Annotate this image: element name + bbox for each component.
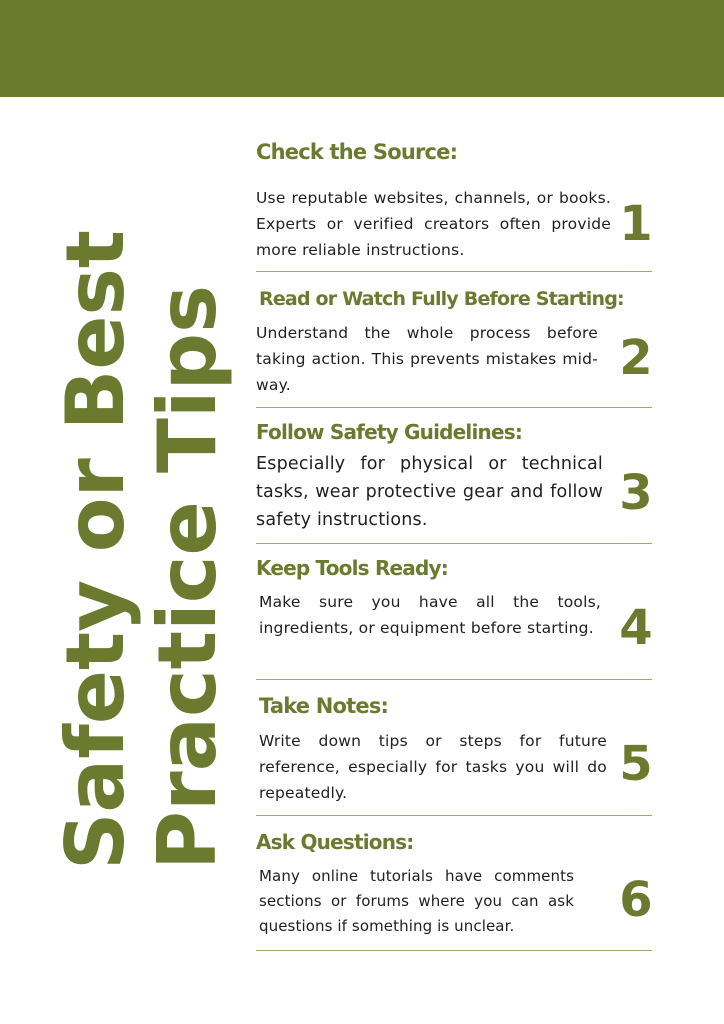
page-title [45, 130, 245, 890]
tip-heading: Ask Questions: [256, 830, 414, 854]
tip-divider [256, 950, 652, 951]
tip-number: 1 [619, 196, 653, 252]
tip-divider [256, 815, 652, 816]
tip-heading: Check the Source: [256, 140, 458, 164]
tip-description: Understand the whole process before taking action. This prevents mistakes mid-way. [256, 324, 598, 394]
tip-item-1 [256, 140, 652, 280]
tip-divider [256, 543, 652, 544]
tip-item-3 [256, 420, 652, 550]
tip-divider [256, 407, 652, 408]
tip-description: Make sure you have all the tools, ingredients, or equipment before starting. [259, 593, 601, 637]
tip-description: Especially for physical or technical tasks, wear protective gear and follow safety instructions. [256, 454, 603, 530]
header-band [0, 0, 724, 97]
page-title-line-2: Practice Tips [141, 288, 234, 870]
tip-heading: Keep Tools Ready: [256, 556, 448, 580]
page-title-line-1: Safety or Best [49, 227, 142, 870]
tip-number: 2 [619, 330, 653, 386]
tip-description: Write down tips or steps for future reference, especially for tasks you will do repeatedly. [259, 732, 607, 802]
tip-item-6 [256, 830, 652, 960]
tip-item-5 [256, 694, 652, 824]
tip-item-4 [256, 556, 652, 686]
tip-description: Use reputable websites, channels, or books. Experts or verified creators often provide more reliable instructions. [256, 189, 611, 259]
tip-item-2 [256, 288, 652, 418]
tip-heading: Follow Safety Guidelines: [256, 420, 523, 444]
tip-number: 4 [619, 600, 653, 656]
tip-number: 6 [619, 872, 653, 928]
tip-number: 5 [619, 736, 653, 792]
tip-heading: Take Notes: [259, 694, 389, 718]
tip-heading: Read or Watch Fully Before Starting: [259, 288, 624, 310]
tip-divider [256, 271, 652, 272]
tip-description: Many online tutorials have comments sections or forums where you can ask questions if something is unclear. [259, 867, 574, 935]
tip-number: 3 [619, 465, 653, 521]
tip-divider [256, 679, 652, 680]
